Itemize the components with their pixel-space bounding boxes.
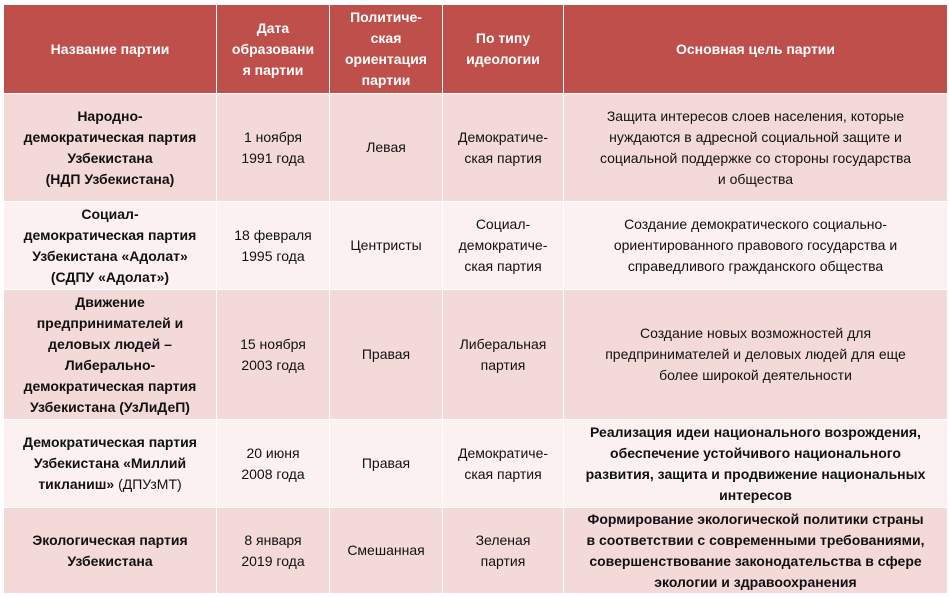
header-ideology-type: По типу идеологии [443,5,564,94]
header-political-orientation: Политиче- ская ориентация партии [330,5,443,94]
table-header-row [4,5,948,94]
formation-date-cell: 15 ноября 2003 года [217,290,330,420]
party-name-cell: Народно- демократическая партия Узбекистана (НДП Узбекистана) [4,94,217,202]
goal-cell: Защита интересов слоев населения, которые нуждаются в адресной социальной защите и социальной поддержке со стороны государства и общества [564,94,948,202]
table-row [4,420,948,508]
orientation-cell: Центристы [330,202,443,290]
table-row [4,508,948,594]
formation-date-cell: 1 ноября 1991 года [217,94,330,202]
formation-date-cell: 8 января 2019 года [217,508,330,594]
ideology-cell: Либеральная партия [443,290,564,420]
formation-date-cell: 20 июня 2008 года [217,420,330,508]
goal-cell: Создание новых возможностей для предпринимателей и деловых людей для еще более широкой деятельности [564,290,948,420]
party-name-cell: Социал- демократическая партия Узбекистана «Адолат» (СДПУ «Адолат») [4,202,217,290]
orientation-cell: Правая [330,290,443,420]
table-row [4,202,948,290]
header-party-name: Название партии [4,5,217,94]
ideology-cell: Зеленая партия [443,508,564,594]
party-name-cell: Демократическая партия Узбекистана «Миллий тикланиш» (ДПУзМТ) [4,420,217,508]
orientation-cell: Смешанная [330,508,443,594]
table-row [4,290,948,420]
orientation-cell: Правая [330,420,443,508]
header-main-goal: Основная цель партии [564,5,948,94]
orientation-cell: Левая [330,94,443,202]
ideology-cell: Демократиче- ская партия [443,420,564,508]
goal-cell: Формирование экологической политики страны в соответствии с современными требованиями, совершенствование законодательства в сфере экологии и здравоохранения [564,508,948,594]
party-abbreviation: (ДПУзМТ) [118,476,182,492]
header-formation-date: Дата образовани я партии [217,5,330,94]
ideology-cell: Демократиче- ская партия [443,94,564,202]
party-name-cell: Движение предпринимателей и деловых людей – Либерально- демократическая партия Узбекистана (УзЛиДеП) [4,290,217,420]
goal-cell: Создание демократического социально- ориентированного правового государства и справедливого гражданского общества [564,202,948,290]
party-name-cell: Экологическая партия Узбекистана [4,508,217,594]
goal-cell: Реализация идеи национального возрождения, обеспечение устойчивого национального развития, защита и продвижение национальных интересов [564,420,948,508]
ideology-cell: Социал- демократиче- ская партия [443,202,564,290]
formation-date-cell: 18 февраля 1995 года [217,202,330,290]
party-table-container [3,4,947,593]
table-row [4,94,948,202]
party-table [3,4,948,594]
